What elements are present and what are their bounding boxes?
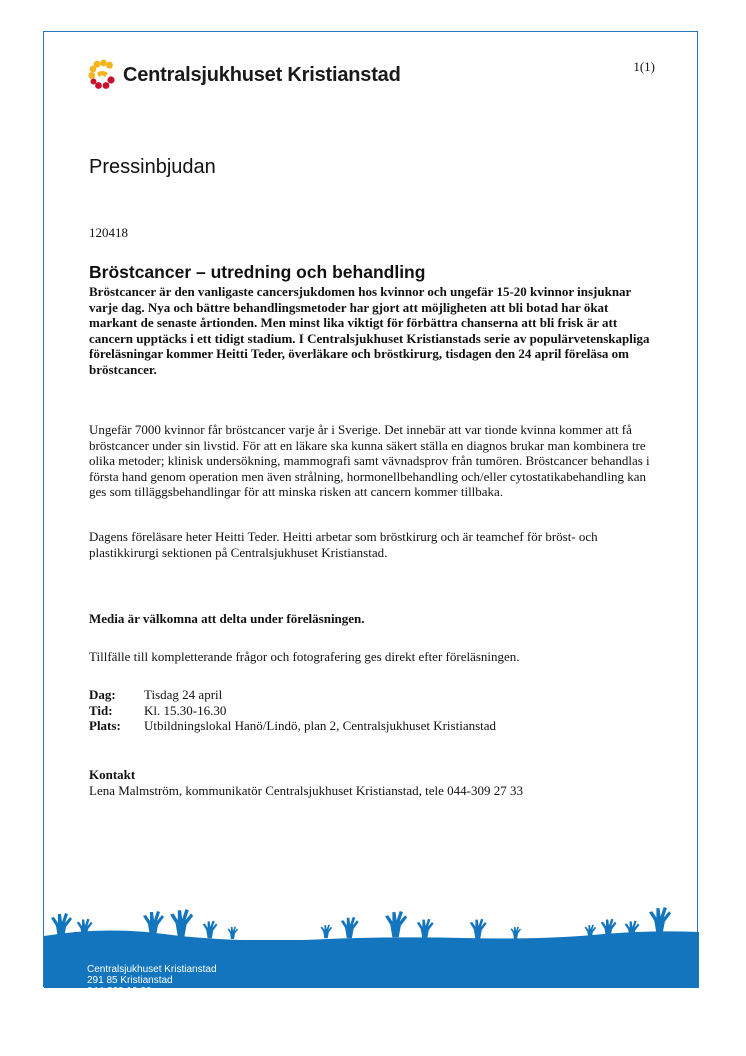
detail-row-place — [89, 718, 496, 734]
detail-label: Dag: — [89, 687, 116, 702]
footer-address — [87, 964, 217, 997]
document-page — [43, 31, 698, 999]
contact-text: Lena Malmström, kommunikatör Centralsjukhuset Kristianstad, tele 044-309 27 33 — [89, 783, 523, 798]
org-name: Centralsjukhuset Kristianstad — [123, 63, 401, 86]
address-line-1: Centralsjukhuset Kristianstad — [87, 964, 217, 975]
address-line-3: 044-309 10 00 — [87, 986, 152, 997]
footer-hands-decoration — [44, 896, 699, 946]
body-paragraph-1: Ungefär 7000 kvinnor får bröstcancer varje år i Sverige. Det innebär att var tionde kvinna kommer att få bröstcancer under sin livstid. För att en läkare ska kunna säkert ställa en diagnos brukar man kombinera tre olika metoder; klinisk undersökning, mammografi samt vävnadsprov från tumören. Bröstcancer behandlas i första hand genom operation men även strålning, hormonellbehandling och/eller cytostatikabehandling kan ges som tilläggsbehandlingar för att minska risken att cancern kommer tillbaka. — [89, 422, 650, 499]
body-paragraph-2: Dagens föreläsare heter Heitti Teder. Heitti arbetar som bröstkirurg och är teamchef för bröst- och plastikkirurgi sektionen på Centralsjukhuset Kristianstad. — [89, 529, 598, 560]
detail-value: Tisdag 24 april — [144, 687, 223, 702]
lead-paragraph: Bröstcancer är den vanligaste cancersjukdomen hos kvinnor och ungefär 15-20 kvinnor insjuknar varje dag. Nya och bättre behandlingsmetoder har gjort att möjligheten att bli botad har ökat markant de senaste årtionden. Men minst lika viktigt för förbättra chanserna att bli frisk är att cancern upptäcks i ett tidigt stadium. I Centralsjukhuset Kristianstads serie av populärvetenskapliga föreläsningar kommer Heitti Teder, överläkare och bröstkirurg, tisdagen den 24 april föreläsa om bröstcancer. — [89, 284, 650, 377]
media-note: Media är välkomna att delta under föreläsningen. — [89, 611, 365, 626]
document-type: Pressinbjudan — [89, 156, 216, 178]
logo — [87, 60, 401, 90]
detail-row-day — [89, 687, 496, 703]
contact-heading: Kontakt — [89, 767, 136, 782]
detail-label: Tid: — [89, 702, 113, 718]
page-number: 1(1) — [633, 59, 655, 74]
address-line-2: 291 85 Kristianstad — [87, 975, 173, 986]
event-details — [89, 687, 496, 734]
footer-website: www.centralsjukhuset.nu — [566, 988, 677, 999]
detail-value: Kl. 15.30-16.30 — [144, 702, 227, 718]
detail-value: Utbildningslokal Hanö/Lindö, plan 2, Centralsjukhuset Kristianstad — [144, 718, 497, 733]
detail-row-time — [89, 703, 496, 719]
headline: Bröstcancer – utredning och behandling — [89, 262, 426, 282]
detail-label: Plats: — [89, 718, 121, 733]
logo-mark-icon — [87, 60, 117, 90]
opportunity-note: Tillfälle till kompletterande frågor och fotografering ges direkt efter föreläsningen. — [89, 649, 520, 664]
document-date: 120418 — [89, 225, 128, 240]
